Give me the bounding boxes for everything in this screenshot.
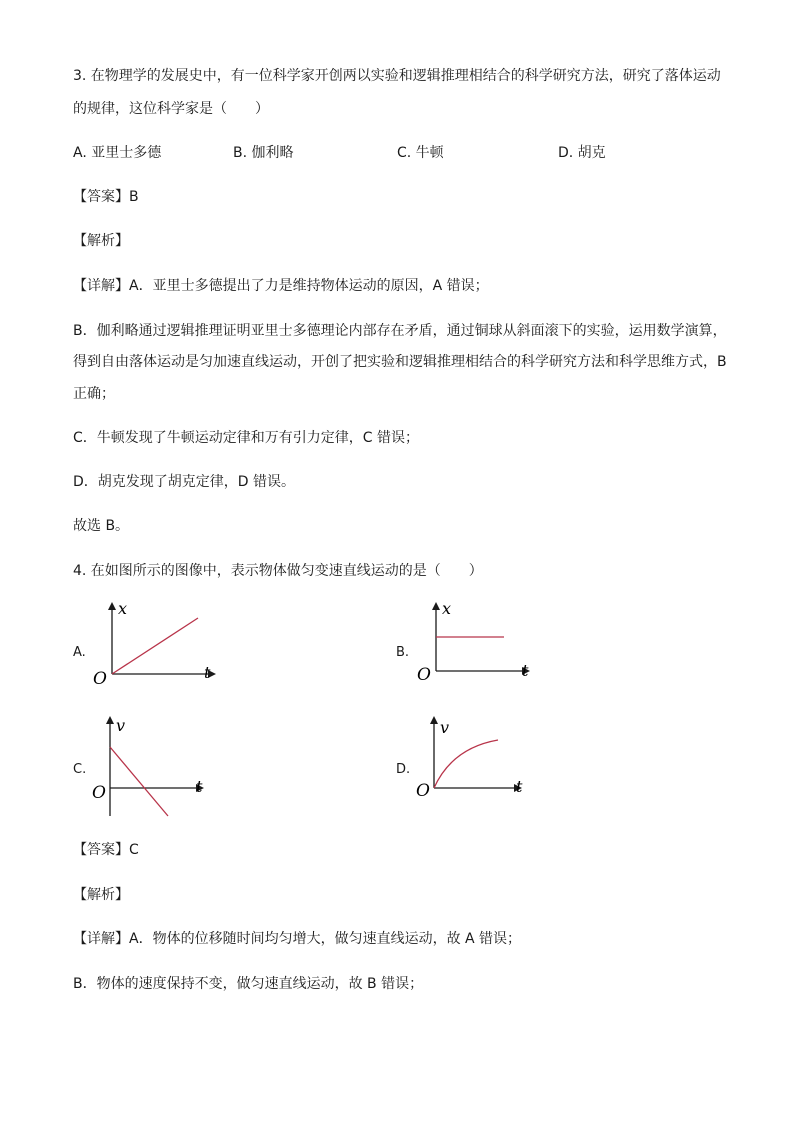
graph-c-x-label: t	[196, 777, 203, 796]
q3-stem-line2: 的规律，这位科学家是（ ）	[73, 101, 269, 117]
q3-conclusion: 故选 B。	[73, 518, 130, 534]
q3-detail-c: C．牛顿发现了牛顿运动定律和万有引力定律，C 错误；	[73, 430, 419, 446]
q3-detail-b-line1: B．伽利略通过逻辑推理证明亚里士多德理论内部存在矛盾，通过铜球从斜面滚下的实验，运用数学演算，	[73, 323, 727, 339]
graph-d-y-label: v	[440, 718, 450, 737]
graph-d-x-label: t	[516, 777, 523, 796]
q3-detail-d: D．胡克发现了胡克定律，D 错误。	[73, 474, 296, 490]
graph-c-origin: O	[92, 783, 106, 803]
q3-detail-b-line3: 正确；	[73, 386, 115, 402]
graph-b-y-arrow	[432, 602, 440, 610]
graph-d-origin: O	[416, 781, 430, 801]
graph-a-y-label: x	[118, 599, 128, 618]
graph-c-option-label: C.	[73, 762, 87, 777]
graph-b-y-label: x	[442, 599, 452, 618]
graph-b-origin: O	[417, 665, 431, 685]
graph-a-x-label: t	[204, 663, 211, 682]
q3-answer: 【答案】B	[73, 189, 139, 205]
q4-stem: 4. 在如图所示的图像中，表示物体做匀变速直线运动的是（ ）	[73, 563, 483, 579]
q3-detail-a: 【详解】A．亚里士多德提出了力是维持物体运动的原因，A 错误；	[73, 278, 489, 294]
q3-option-a: A. 亚里士多德	[73, 145, 162, 161]
graph-a-option-label: A.	[73, 645, 86, 660]
q3-option-b: B. 伽利略	[233, 145, 294, 161]
graph-d-y-arrow	[430, 716, 438, 724]
graph-a-y-arrow	[108, 602, 116, 610]
graph-a-origin: O	[93, 669, 107, 689]
graph-c	[88, 712, 228, 822]
q3-stem-line1: 3. 在物理学的发展史中，有一位科学家开创两以实验和逻辑推理相结合的科学研究方法，研究了落体运动	[73, 68, 721, 84]
q4-detail-b: B．物体的速度保持不变，做匀速直线运动，故 B 错误；	[73, 976, 424, 992]
graph-c-curve	[110, 747, 168, 816]
graph-d-curve	[434, 740, 498, 788]
graph-c-y-arrow	[106, 716, 114, 724]
q3-analysis-heading: 【解析】	[73, 233, 129, 249]
graph-b-x-label: t	[522, 661, 529, 680]
graph-c-y-label: v	[116, 716, 126, 735]
graph-b-option-label: B.	[396, 645, 410, 660]
q3-option-c: C. 牛顿	[397, 145, 444, 161]
graph-a	[88, 598, 228, 708]
graph-a-curve	[112, 618, 198, 674]
q4-answer: 【答案】C	[73, 842, 139, 858]
graph-b	[412, 598, 552, 708]
q3-option-d: D. 胡克	[558, 145, 606, 161]
q3-detail-b-line2: 得到自由落体运动是匀加速直线运动，开创了把实验和逻辑推理相结合的科学研究方法和科学思维方式，B	[73, 354, 727, 370]
graph-d	[412, 712, 552, 822]
q4-detail-a: 【详解】A．物体的位移随时间均匀增大，做匀速直线运动，故 A 错误；	[73, 931, 522, 947]
q4-analysis-heading: 【解析】	[73, 887, 129, 903]
graph-d-option-label: D.	[396, 762, 411, 777]
